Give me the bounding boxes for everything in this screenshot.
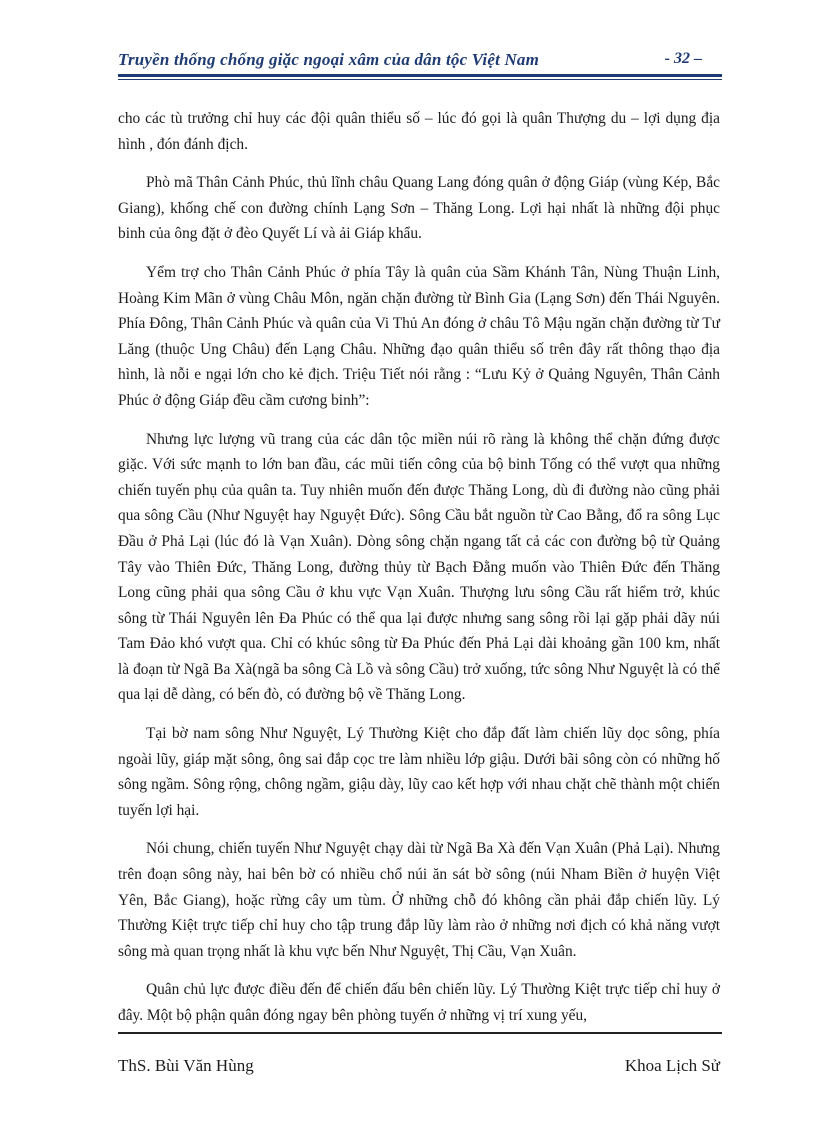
paragraph: Phò mã Thân Cảnh Phúc, thủ lĩnh châu Quang Lang đóng quân ở động Giáp (vùng Kép, Bắc Giang), khống chế con đường chính Lạng Sơn – Thăng Long. Lợi hại nhất là những đội phục binh của ông đặt ở đèo Quyết Lí và ải Giáp khẩu. <box>118 174 720 243</box>
footer-rule <box>118 1032 722 1034</box>
header-rule-thick <box>118 74 722 77</box>
page-number: - 32 – <box>664 50 702 67</box>
footer-author: ThS. Bùi Văn Hùng <box>118 1056 254 1075</box>
paragraph: Yểm trợ cho Thân Cảnh Phúc ở phía Tây là quân của Sầm Khánh Tân, Nùng Thuận Linh, Hoàng Kim Mãn ở vùng Châu Môn, ngăn chặn đường từ Bình Gia (Lạng Sơn) đến Thái Nguyên. Phía Đông, Thân Cảnh Phúc và quân của Vi Thủ An đóng ở châu Tô Mậu ngăn chặn đường từ Tư Lăng (thuộc Ung Châu) đến Lạng Châu. Những đạo quân thiểu số trên đây rất thông thạo địa hình, là nỗi e ngại lớn cho kẻ địch. Triệu Tiết nói rằng : “Lưu Kỷ ở Quảng Nguyên, Thân Cảnh Phúc ở động Giáp đều cầm cương binh”: <box>118 263 720 409</box>
header-title: Truyền thống chống giặc ngoại xâm của dân tộc Việt Nam <box>118 50 540 69</box>
paragraph: Quân chủ lực được điều đến để chiến đấu bên chiến lũy. Lý Thường Kiệt trực tiếp chỉ huy ở đây. Một bộ phận quân đóng ngay bên phòng tuyến ở những vị trí xung yếu, <box>118 981 720 1024</box>
header-rule-thin <box>118 79 722 80</box>
paragraph: cho các tù trưởng chỉ huy các đội quân thiểu số – lúc đó gọi là quân Thượng du – lợi dụng địa hình , đón đánh địch. <box>118 110 720 153</box>
footer-department: Khoa Lịch Sử <box>624 1056 720 1075</box>
paragraph: Tại bờ nam sông Như Nguyệt, Lý Thường Kiệt cho đắp đất làm chiến lũy dọc sông, phía ngoài lũy, giáp mặt sông, ông sai đắp cọc tre làm nhiều lớp giậu. Dưới bãi sông còn có những hố sông ngầm. Sông rộng, chông ngầm, giậu dày, lũy cao kết hợp với nhau chặt chẽ thành một chiến tuyến lợi hại. <box>118 725 720 819</box>
body-text <box>118 106 720 1042</box>
paragraph: Nhưng lực lượng vũ trang của các dân tộc miền núi rõ ràng là không thể chặn đứng được giặc. Với sức mạnh to lớn ban đầu, các mũi tiến công của bộ binh Tống có thể vượt qua những chiến tuyến phụ của quân ta. Tuy nhiên muốn đến được Thăng Long, dù đi đường nào cũng phải qua sông Cầu (Như Nguyệt hay Nguyệt Đức). Sông Cầu bắt nguồn từ Cao Bằng, đổ ra sông Lục Đầu ở Phả Lại (lúc đó là Vạn Xuân). Dòng sông chặn ngang tất cả các con đường bộ từ Quảng Tây vào Thiên Đức, Thăng Long, đường thủy từ Bạch Đằng muốn vào Thiên Đức đến Thăng Long cũng phải qua sông Cầu ở khu vực Vạn Xuân. Thượng lưu sông Cầu rất hiểm trở, khúc sông từ Thái Nguyên lên Đa Phúc có thể qua lại được nhưng sang sông rồi lại gặp phải dãy núi Tam Đảo khó vượt qua. Chỉ có khúc sông từ Đa Phúc đến Phả Lại dài khoảng gần 100 km, nhất là đoạn từ Ngã Ba Xà(ngã ba sông Cà Lồ và sông Cầu) trở xuống, tức sông Như Nguyệt là có thể qua lại dễ dàng, có bến đò, có đường bộ về Thăng Long. <box>118 430 720 704</box>
paragraph: Nói chung, chiến tuyến Như Nguyệt chạy dài từ Ngã Ba Xà đến Vạn Xuân (Phả Lại). Nhưng trên đoạn sông này, hai bên bờ có nhiều chổ núi ăn sát bờ sông (núi Nham Biền ở huyện Việt Yên, Bắc Giang), hoặc rừng cây um tùm. Ở những chỗ đó không cần phải đắp chiến lũy. Lý Thường Kiệt trực tiếp chỉ huy cho tập trung đắp lũy làm rào ở những nơi địch có khả năng vượt sông mà quan trọng nhất là khu vực bến Như Nguyệt, Thị Cầu, Vạn Xuân. <box>118 840 720 960</box>
